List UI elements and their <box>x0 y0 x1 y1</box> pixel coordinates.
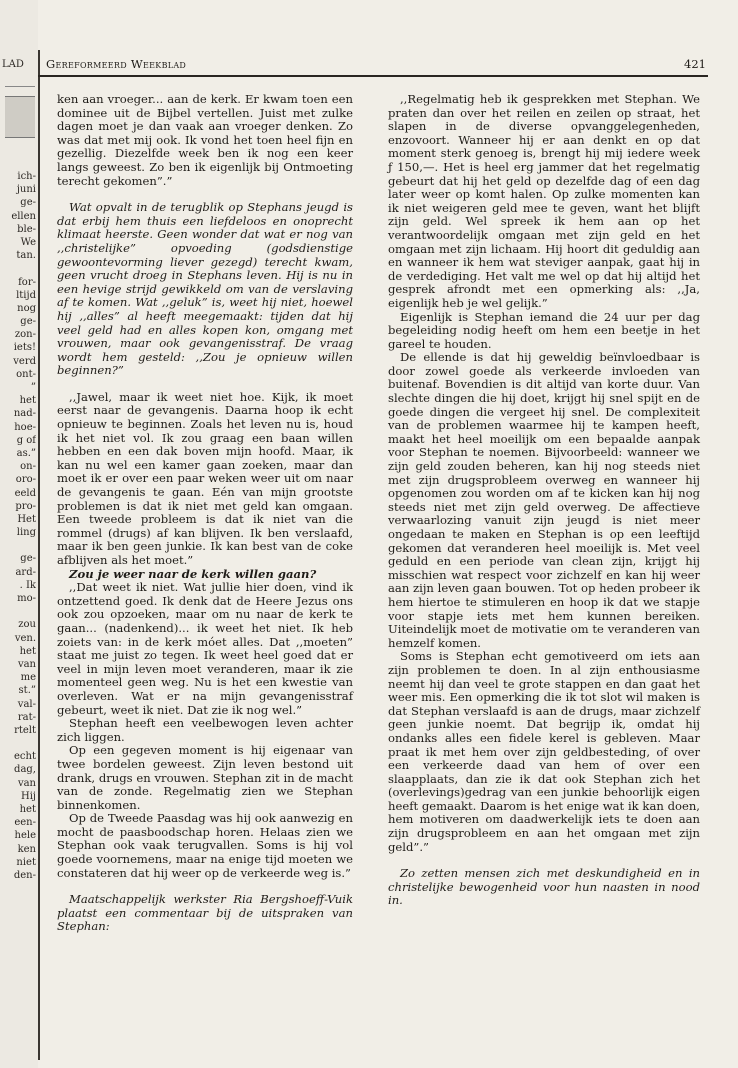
paragraph: ,,Regelmatig heb ik gesprekken met Stephan. We praten dan over het reilen en zeilen op straat, het slapen in de diverse opvanggelegenheden, enzovoort. Wanneer hij er aan denkt en op dat moment sterk genoeg is, brengt hij mij iedere week ƒ 150,—. Het is heel erg jammer dat het regelmatig gebeurt dat hij het geld op dezelfde dag of een dag later weer op komt halen. Op zulke momenten kan ik niet weigeren geld mee te geven, want het blijft zijn geld. Wel spreek ik hem aan op het verantwoordelijk omgaan met zijn geld en het omgaan met zijn lichaam. Hij hoort dit geduldig aan en wanneer ik hem wat steviger aanpak, gaat hij in de verdediging. Het valt me wel op dat hij altijd het gesprek afrondt met een opmerking als: ,,Ja, eigenlijk heb je wel gelijk.” <box>388 92 700 310</box>
previous-page-fragment-line <box>2 605 36 618</box>
previous-page-fragment-line: . Ik <box>19 579 36 591</box>
previous-page-fragment-line: oro- <box>15 474 36 486</box>
previous-page-fragment-line: rat- <box>17 711 36 723</box>
paragraph: De ellende is dat hij geweldig beïnvloedbaar is door zowel goede als verkeerde invloeden van buitenaf. Bovendien is dit altijd van korte duur. Van slechte dingen die hij doet, krijgt hij snel spijt en de goede dingen die vergeet hij snel. De complexiteit van de problemen waarmee hij te kampen heeft, maakt het heel moeilijk om een bepaalde aanpak voor Stephan te noemen. Bijvoorbeeld: wanneer we zijn geld zouden beheren, kan hij nog steeds niet met zijn drugsprobleem overweg en wanneer hij opgenomen zou worden om af te kicken kan hij nog steeds niet met zijn geld overweg. De affectieve verwaarlozing vanuit zijn jeugd is niet meer ongedaan te maken en Stephan is op een leeftijd gekomen dat veranderen heel moeilijk is. Met veel geduld en een periode van clean zijn, krijgt hij misschien wat respect voor zichzelf en kan hij weer aan zijn leven gaan bouwen. Tot op heden probeer ik hem hiertoe te stimuleren en hoop ik dat we stapje voor stapje iets met hem kunnen bereiken. Uiteindelijk moet de motivatie om te veranderen van hemzelf komen. <box>388 350 700 650</box>
previous-page-fragment-line: mo- <box>17 593 36 604</box>
previous-page-fragment-line: ge- <box>20 553 36 565</box>
paragraph: Wat opvalt in de terugblik op Stephans jeugd is dat erbij hem thuis een liefdeloos en onoprecht klimaat heerste. Geen wonder dat wat er nog van ,,christelijke” opvoeding (godsdienstige gewoontevorming liever gezegd) terecht kwam, geen vrucht droeg in Stephans leven. Hij is nu in een hevige strijd gewikkeld om van de verslaving af te komen. Wat ,,geluk” is, weet hij niet, hoewel hij ,,alles” al heeft meegemaakt: tijden dat hij veel geld had en alles kopen kon, omgang met vrouwen, maar ook gevangenisstraf. De vraag wordt hem gesteld: ,,Zou je opnieuw willen beginnen?” <box>57 200 353 378</box>
paragraph: Op de Tweede Paasdag was hij ook aanwezig en mocht de paasboodschap horen. Helaas zien we Stephan ook vaak terugvallen. Soms is hij vol goede voornemens, maar na enige tijd moeten we constateren dat hij weer op de verkeerde weg is.” <box>57 811 353 880</box>
paragraph: ,,Jawel, maar ik weet niet hoe. Kijk, ik moet eerst naar de gevangenis. Daarna hoop ik echt opnieuw te beginnen. Zoals het leven nu is, houd ik het niet vol. Ik zou graag een baan willen hebben en een dak boven mijn hoofd. Maar, ik kan nu wel een kamer gaan zoeken, maar dan moet ik er over een paar weken weer uit om naar de gevangenis te gaan. Eén van mijn grootste problemen is dat ik niet met geld kan omgaan. Een tweede probleem is dat ik niet van die rommel (drugs) af kan blijven. Ik ben verslaafd, maar ik ben geen junkie. Ik kan best van de coke afblijven als het moet.” <box>57 389 353 567</box>
previous-page-fragment-line: val- <box>17 698 36 710</box>
previous-page-fragment-line: nog <box>17 302 36 314</box>
previous-page-fragment-line: ich- <box>17 171 36 182</box>
left-column <box>57 93 353 934</box>
previous-page-fragment-line: ont- <box>16 368 36 380</box>
paragraph: ken aan vroeger... aan de kerk. Er kwam toen een dominee uit de Bijbel vertellen. Juist met zulke dagen moet je dan vaak aan vroeger denken. Zo was dat met mij ook. Ik vond het toen heel fijn en gezellig. Diezelfde week ben ik nog een keer langs geweest. Zo ben ik eigenlijk bij Ontmoeting terecht gekomen”.” <box>57 92 353 188</box>
previous-page-fragment-line: iets! <box>13 342 36 354</box>
previous-page-fragment-line: ken <box>17 843 36 855</box>
running-header <box>46 57 706 74</box>
previous-page-fragment-line: ge- <box>20 316 36 328</box>
paragraph: Op een gegeven moment is hij eigenaar van twee bordelen geweest. Zijn leven bestond uit drank, drugs en vrouwen. Stephan zit in de macht van de zonde. Regelmatig zien we Stephan binnenkomen. <box>57 743 353 812</box>
previous-page-fragment-line <box>2 737 36 750</box>
previous-page-gray-box <box>5 96 35 138</box>
previous-page-fragment-line: ven. <box>14 632 36 644</box>
previous-page-fragment-line: rtelt <box>14 724 36 736</box>
previous-page-fragment-line: ard- <box>15 566 36 578</box>
previous-page-fragment-line: ling <box>16 527 36 539</box>
previous-page-fragment-line: een- <box>14 817 36 829</box>
previous-page-fragment-line: ble- <box>17 223 36 235</box>
previous-page-header-fragment: LAD <box>2 59 24 70</box>
previous-page-fragment-line: het <box>19 395 36 407</box>
previous-page-fragment-line: dag, <box>14 764 36 776</box>
gutter-line <box>38 50 40 1060</box>
header-rule <box>38 75 708 77</box>
paragraph: Maatschappelijk werkster Ria Bergshoeff-Vuik plaatst een commentaar bij de uitspraken van Stephan: <box>57 892 353 934</box>
previous-page-fragment-line: pro- <box>15 500 36 512</box>
previous-page-fragment-line: hoe- <box>14 421 36 433</box>
previous-page-fragment-line <box>2 262 36 275</box>
previous-page-fragment-line: We <box>20 236 36 248</box>
previous-page-fragment-line: het <box>19 804 36 815</box>
previous-page-fragment-line: niet <box>16 856 36 868</box>
paragraph: Stephan heeft een veelbewogen leven achter zich liggen. <box>57 716 353 744</box>
previous-page-fragment-line: on- <box>20 461 36 473</box>
paragraph: Soms is Stephan echt gemotiveerd om iets aan zijn problemen te doen. In al zijn enthousiasme neemt hij dan veel te grote stappen en dan gaat het weer mis. Een opmerking die ik tot slot wil maken is dat Stephan verslaafd is aan de drugs, maar zichzelf geen junkie noemt. Dat begrijp ik, omdat hij ondanks alles een fidele kerel is gebleven. Maar praat ik met hem over zijn geldbesteding, of over een verkeerde daad van hem of over een slaapplaats, dan zie ik dat ook Stephan zich het (overlevings)gedrag van een junkie behoorlijk eigen heeft gemaakt. Daarom is het enige wat ik kan doen, hem motiveren om daadwerkelijk iets te doen aan zijn drugsprobleem en aan het omgaan met zijn geld”.” <box>388 649 700 854</box>
previous-page-fragment-line: g of <box>16 434 36 446</box>
previous-page-fragment-line <box>2 539 36 552</box>
previous-page-text-fragments <box>2 170 36 882</box>
previous-page-fragment-line: ge- <box>20 197 36 209</box>
publication-title: Gereformeerd Weekblad <box>46 57 187 71</box>
previous-page-fragment-line: verd <box>13 355 36 367</box>
paragraph: Zou je weer naar de kerk willen gaan? <box>69 566 317 581</box>
paragraph: Eigenlijk is Stephan iemand die 24 uur per dag begeleiding nodig heeft om hem een beetje in het gareel te houden. <box>388 309 700 351</box>
paragraph: ,,Dat weet ik niet. Wat jullie hier doen, vind ik ontzettend goed. Ik denk dat de Heere Jezus ons ook zou opzoeken, maar om nu naar de kerk te gaan... (nadenkend)... ik weet het niet. Ik heb zoiets van: in de kerk móet alles. Dat ,,moeten” staat me juist zo tegen. Ik weet heel goed dat er veel in mijn leven moet veranderen, maar ik zie momenteel geen weg. Nu is het een kwestie van overleven. Wat er na mijn gevangenisstraf gebeurt, weet ik niet. Dat zie ik nog wel.” <box>57 580 353 717</box>
previous-page-fragment-line: nad- <box>13 408 36 420</box>
right-column <box>388 93 700 908</box>
page-number: 421 <box>684 57 706 71</box>
previous-page-fragment-line: me <box>20 672 36 684</box>
previous-page-fragment-line: van <box>17 658 36 670</box>
previous-page-fragment-line: echt <box>14 751 36 763</box>
previous-page-fragment-line: juni <box>16 184 36 196</box>
previous-page-fragment-line: zou <box>18 619 36 631</box>
previous-page-fragment-line: for- <box>18 276 36 288</box>
previous-page-fragment-line: tan. <box>16 250 36 262</box>
previous-page-fragment-line: hele <box>14 830 36 842</box>
previous-page-fragment-line: Het <box>17 513 36 525</box>
previous-page-fragment-line: van <box>17 777 36 789</box>
previous-page-rule <box>5 86 35 87</box>
previous-page-fragment-line: ellen <box>11 210 36 222</box>
paragraph: Zo zetten mensen zich met deskundigheid en in christelijke bewogenheid voor hun naasten in nood in. <box>388 866 700 908</box>
previous-page-fragment-line: eeld <box>14 487 36 499</box>
previous-page-fragment-line: zon- <box>14 329 36 341</box>
previous-page-fragment-line: het <box>19 645 36 657</box>
previous-page-fragment-line: Hij <box>20 790 36 802</box>
previous-page-fragment-line: den- <box>13 869 36 881</box>
previous-page-fragment-line: ” <box>30 382 36 393</box>
previous-page-fragment-line: as.” <box>16 447 36 459</box>
previous-page-fragment-line: st.” <box>18 685 36 697</box>
previous-page-fragment-line: ltijd <box>16 289 36 301</box>
